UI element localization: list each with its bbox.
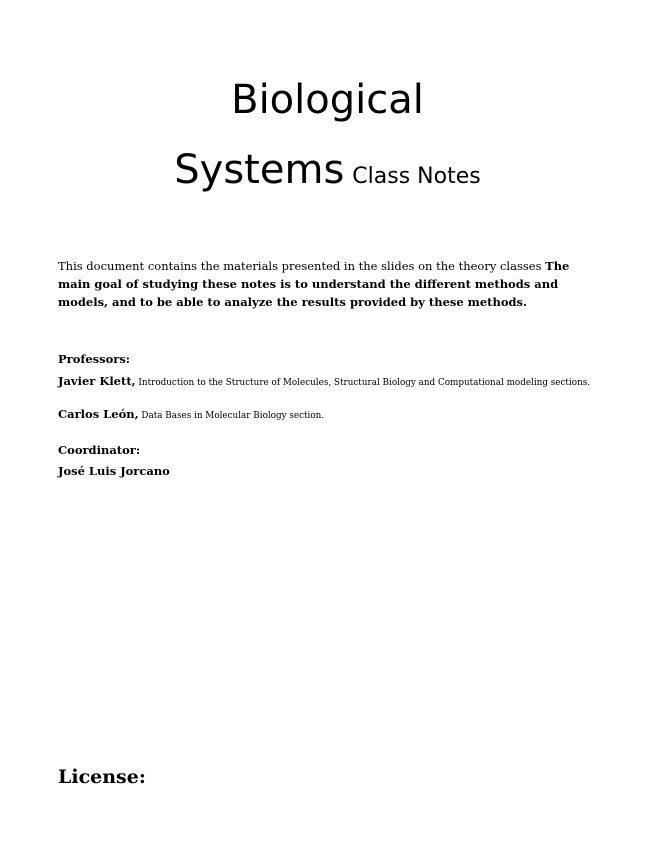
professor-entry <box>58 373 598 390</box>
license-heading: License: <box>58 766 146 788</box>
professor-description: Introduction to the Structure of Molecules, Structural Biology and Computational modeling sections. <box>135 378 591 388</box>
title-line-2 <box>0 147 655 193</box>
professor-description: Data Bases in Molecular Biology section. <box>138 411 325 421</box>
title-word-biological: Biological <box>231 77 424 123</box>
professor-name: Javier Klett, <box>58 374 136 388</box>
intro-text: This document contains the materials presented in the slides on the theory classes <box>58 259 546 273</box>
title-word-systems: Systems <box>174 147 345 193</box>
professor-name: Carlos León, <box>58 407 139 421</box>
intro-goal-text: The main goal of studying these notes is to understand the different methods and models, and to be able to analyze the results provided by these methods. <box>58 259 570 309</box>
professors-heading: Professors: <box>58 352 131 366</box>
title-line-1 <box>0 77 655 123</box>
title-subtitle: Class Notes <box>352 164 481 189</box>
coordinator-name: José Luis Jorcano <box>58 464 170 478</box>
professor-entry <box>58 406 598 423</box>
intro-paragraph <box>58 257 598 311</box>
coordinator-heading: Coordinator: <box>58 443 141 457</box>
